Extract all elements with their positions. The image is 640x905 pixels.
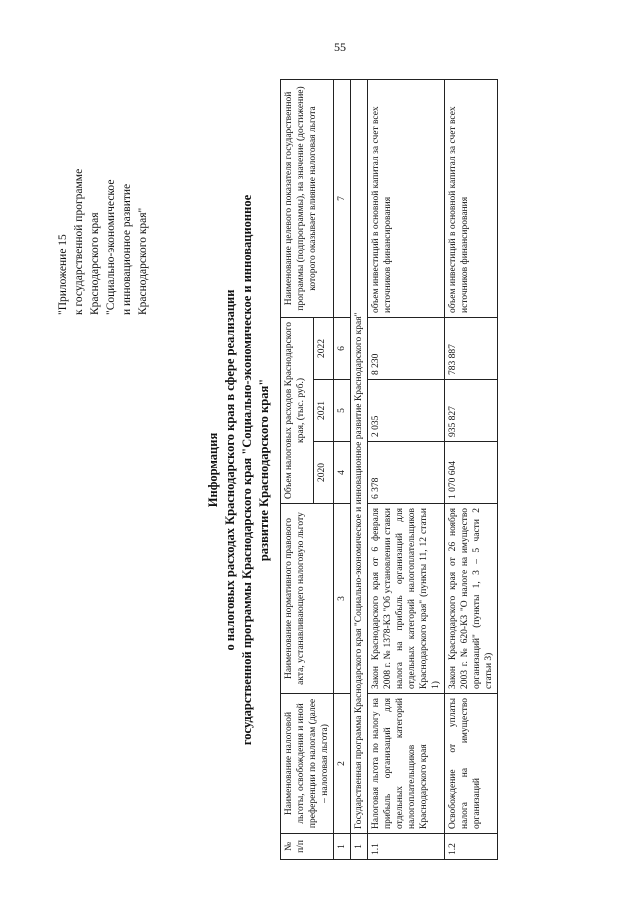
row-value-2020: 1 070 604 bbox=[445, 442, 498, 504]
header-year-2021: 2021 bbox=[314, 380, 334, 442]
program-row bbox=[351, 79, 368, 859]
document-title bbox=[205, 80, 273, 860]
row-value-2022: 783 887 bbox=[445, 317, 498, 379]
column-number-row bbox=[334, 79, 351, 859]
title-line: Информация bbox=[206, 432, 220, 508]
appendix-line: "Социально-экономическое bbox=[105, 179, 117, 315]
col-number: 3 bbox=[334, 504, 351, 694]
row-value-2021: 2 035 bbox=[368, 380, 445, 442]
row-indicator: объем инвестиций в основной капитал за счет всех источников финансирования bbox=[368, 79, 445, 317]
row-num: 1.2 bbox=[445, 834, 498, 860]
header-indicator: Наименование целевого показателя государственной программы (подпрограммы), на значение (достижение) которого оказывает влияние налоговая льгота bbox=[281, 79, 334, 317]
appendix-line: и инновационное развитие bbox=[121, 183, 133, 315]
row-value-2020: 6 378 bbox=[368, 442, 445, 504]
header-year-2020: 2020 bbox=[314, 442, 334, 504]
tax-expenditure-table bbox=[280, 79, 498, 860]
table-row bbox=[445, 79, 498, 859]
row-value-2022: 8 230 bbox=[368, 317, 445, 379]
program-title: Государственная программа Краснодарского края "Социально-экономическое и инновационное развитие Краснодарского края" bbox=[351, 79, 368, 833]
header-num: № п/п bbox=[281, 834, 334, 860]
title-line: о налоговых расходах Краснодарского края в сфере реализации bbox=[223, 289, 237, 651]
rotated-sheet bbox=[40, 70, 600, 870]
title-line: развитие Краснодарского края" bbox=[257, 378, 271, 562]
header-legal-act: Наименование нормативного правового акта, устанавливающего налоговую льготу bbox=[281, 504, 334, 694]
title-line: государственной программы Краснодарского края "Социально-экономическое и инновационное bbox=[240, 194, 254, 746]
appendix-line: "Приложение 15 bbox=[57, 234, 69, 315]
program-num: 1 bbox=[351, 834, 368, 860]
appendix-line: Краснодарского края" bbox=[137, 207, 149, 315]
row-indicator: объем инвестиций в основной капитал за счет всех источников финансирования bbox=[445, 79, 498, 317]
col-number: 5 bbox=[334, 380, 351, 442]
row-legal-act: Закон Краснодарского края от 26 ноября 2003 г. № 620-КЗ "О налоге на имущество организаций" (пункты 1, 3 – 5 части 2 статьи 3) bbox=[445, 504, 498, 694]
col-number: 6 bbox=[334, 317, 351, 379]
row-value-2021: 935 827 bbox=[445, 380, 498, 442]
row-num: 1.1 bbox=[368, 834, 445, 860]
appendix-block bbox=[55, 75, 151, 315]
row-benefit-name: Освобождение от уплаты налога на имущество организаций bbox=[445, 694, 498, 834]
col-number: 2 bbox=[334, 694, 351, 834]
header-year-2022: 2022 bbox=[314, 317, 334, 379]
col-number: 1 bbox=[334, 834, 351, 860]
row-legal-act: Закон Краснодарского края от 6 февраля 2008 г. № 1378-КЗ "Об установлении ставки налога на прибыль организаций для отдельных категорий налогоплательщиков Краснодарского края" (пункты 11, 12 статьи 1) bbox=[368, 504, 445, 694]
col-number: 4 bbox=[334, 442, 351, 504]
col-number: 7 bbox=[334, 79, 351, 317]
header-benefit-name: Наименование налоговой льготы, освобождения и иной преференции по налогам (далее – налоговая льгота) bbox=[281, 694, 334, 834]
header-row bbox=[281, 79, 314, 859]
appendix-line: Краснодарского края bbox=[89, 212, 101, 315]
appendix-line: к государственной программе bbox=[73, 168, 85, 315]
row-benefit-name: Налоговая льгота по налогу на прибыль организаций для отдельных категорий налогоплательщиков Краснодарского края bbox=[368, 694, 445, 834]
header-volume: Объем налоговых расходов Краснодарского края, (тыс. руб.) bbox=[281, 317, 314, 503]
page-number: 55 bbox=[334, 40, 346, 54]
table-row bbox=[368, 79, 445, 859]
